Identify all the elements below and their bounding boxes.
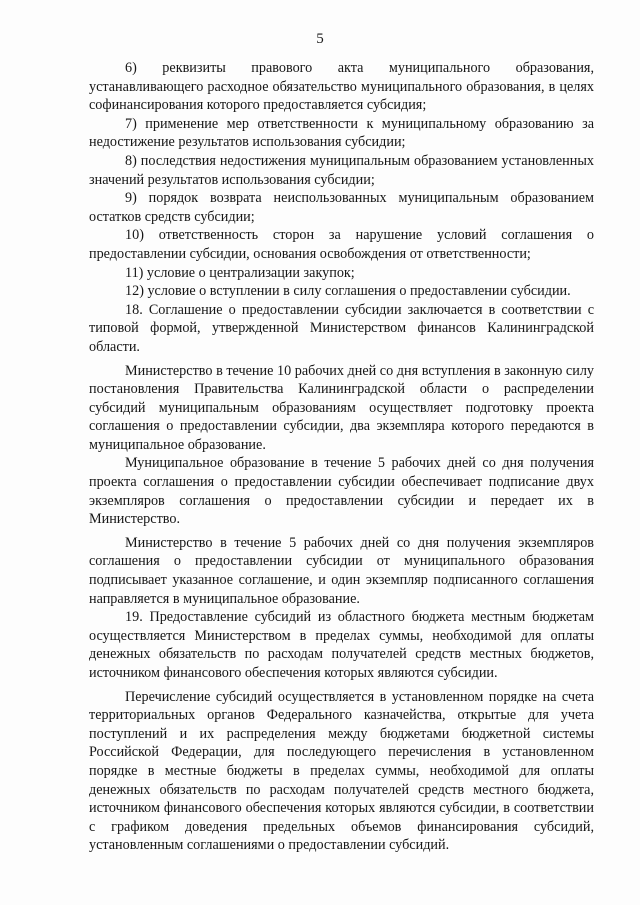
paragraph-item-8: 8) последствия недостижения муниципальным образованием установленных значений результатов использования субсидии; [89, 152, 594, 188]
paragraph-municipal-signing: Муниципальное образование в течение 5 рабочих дней со дня получения проекта соглашения о предоставлении субсидии обеспечивает подписание двух экземпляров соглашения о предоставлении субсидии и передает их в Министерство. [89, 455, 594, 528]
document-body [89, 59, 594, 855]
paragraph-item-7: 7) применение мер ответственности к муниципальному образованию за недостижение результатов использования субсидии; [89, 115, 594, 151]
paragraph-item-9: 9) порядок возврата неиспользованных муниципальным образованием остатков средств субсидии; [89, 190, 594, 225]
page-number: 5 [316, 31, 324, 47]
paragraph-ministry-signing: Министерство в течение 5 рабочих дней со дня получения экземпляров соглашения о предоставлении субсидии от муниципального образования подписывает указанное соглашение, и один экземпляр подписанного соглашения направляется в муниципальное образование. [89, 534, 594, 607]
paragraph-section-18: 18. Соглашение о предоставлении субсидии заключается в соответствии с типовой формой, утвержденной Министерством финансов Калининградской области. [89, 301, 594, 355]
paragraph-section-19: 19. Предоставление субсидий из областного бюджета местным бюджетам осуществляется Министерством в пределах суммы, необходимой для оплаты денежных обязательств по расходам получателей средств местных бюджетов, источником финансового обеспечения которых являются субсидии. [89, 609, 594, 681]
paragraph-ministry-preparation: Министерство в течение 10 рабочих дней со дня вступления в законную силу постановления Правительства Калининградской области о распределении субсидий муниципальным образованиям осуществляет подготовку проекта соглашения о предоставлении субсидии, два экземпляра которого передаются в муниципальное образование. [89, 362, 594, 453]
paragraph-item-11: 11) условие о централизации закупок; [125, 264, 355, 281]
paragraph-transfer: Перечисление субсидий осуществляется в установленном порядке на счета территориальных органов Федерального казначейства, открытые для учета поступлений и их распределения между бюджетами бюджетной системы Российской Федерации, для последующего перечисления в установленном порядке в местные бюджеты в пределах суммы, необходимой для оплаты денежных обязательств по расходам получателей средств местного бюджета, источником финансового обеспечения которых являются субсидии, в соответствии с графиком доведения предельных объемов финансирования субсидий, установленным соглашениями о предоставлении субсидий. [89, 688, 594, 854]
paragraph-item-6: 6) реквизиты правового акта муниципального образования, устанавливающего расходное обязательство муниципального образования, в целях софинансирования которого предоставляется субсидия; [89, 60, 594, 114]
paragraph-item-12: 12) условие о вступлении в силу соглашения о предоставлении субсидии. [125, 283, 571, 300]
paragraph-item-10: 10) ответственность сторон за нарушение условий соглашения о предоставлении субсидии, основания освобождения от ответственности; [89, 227, 594, 262]
